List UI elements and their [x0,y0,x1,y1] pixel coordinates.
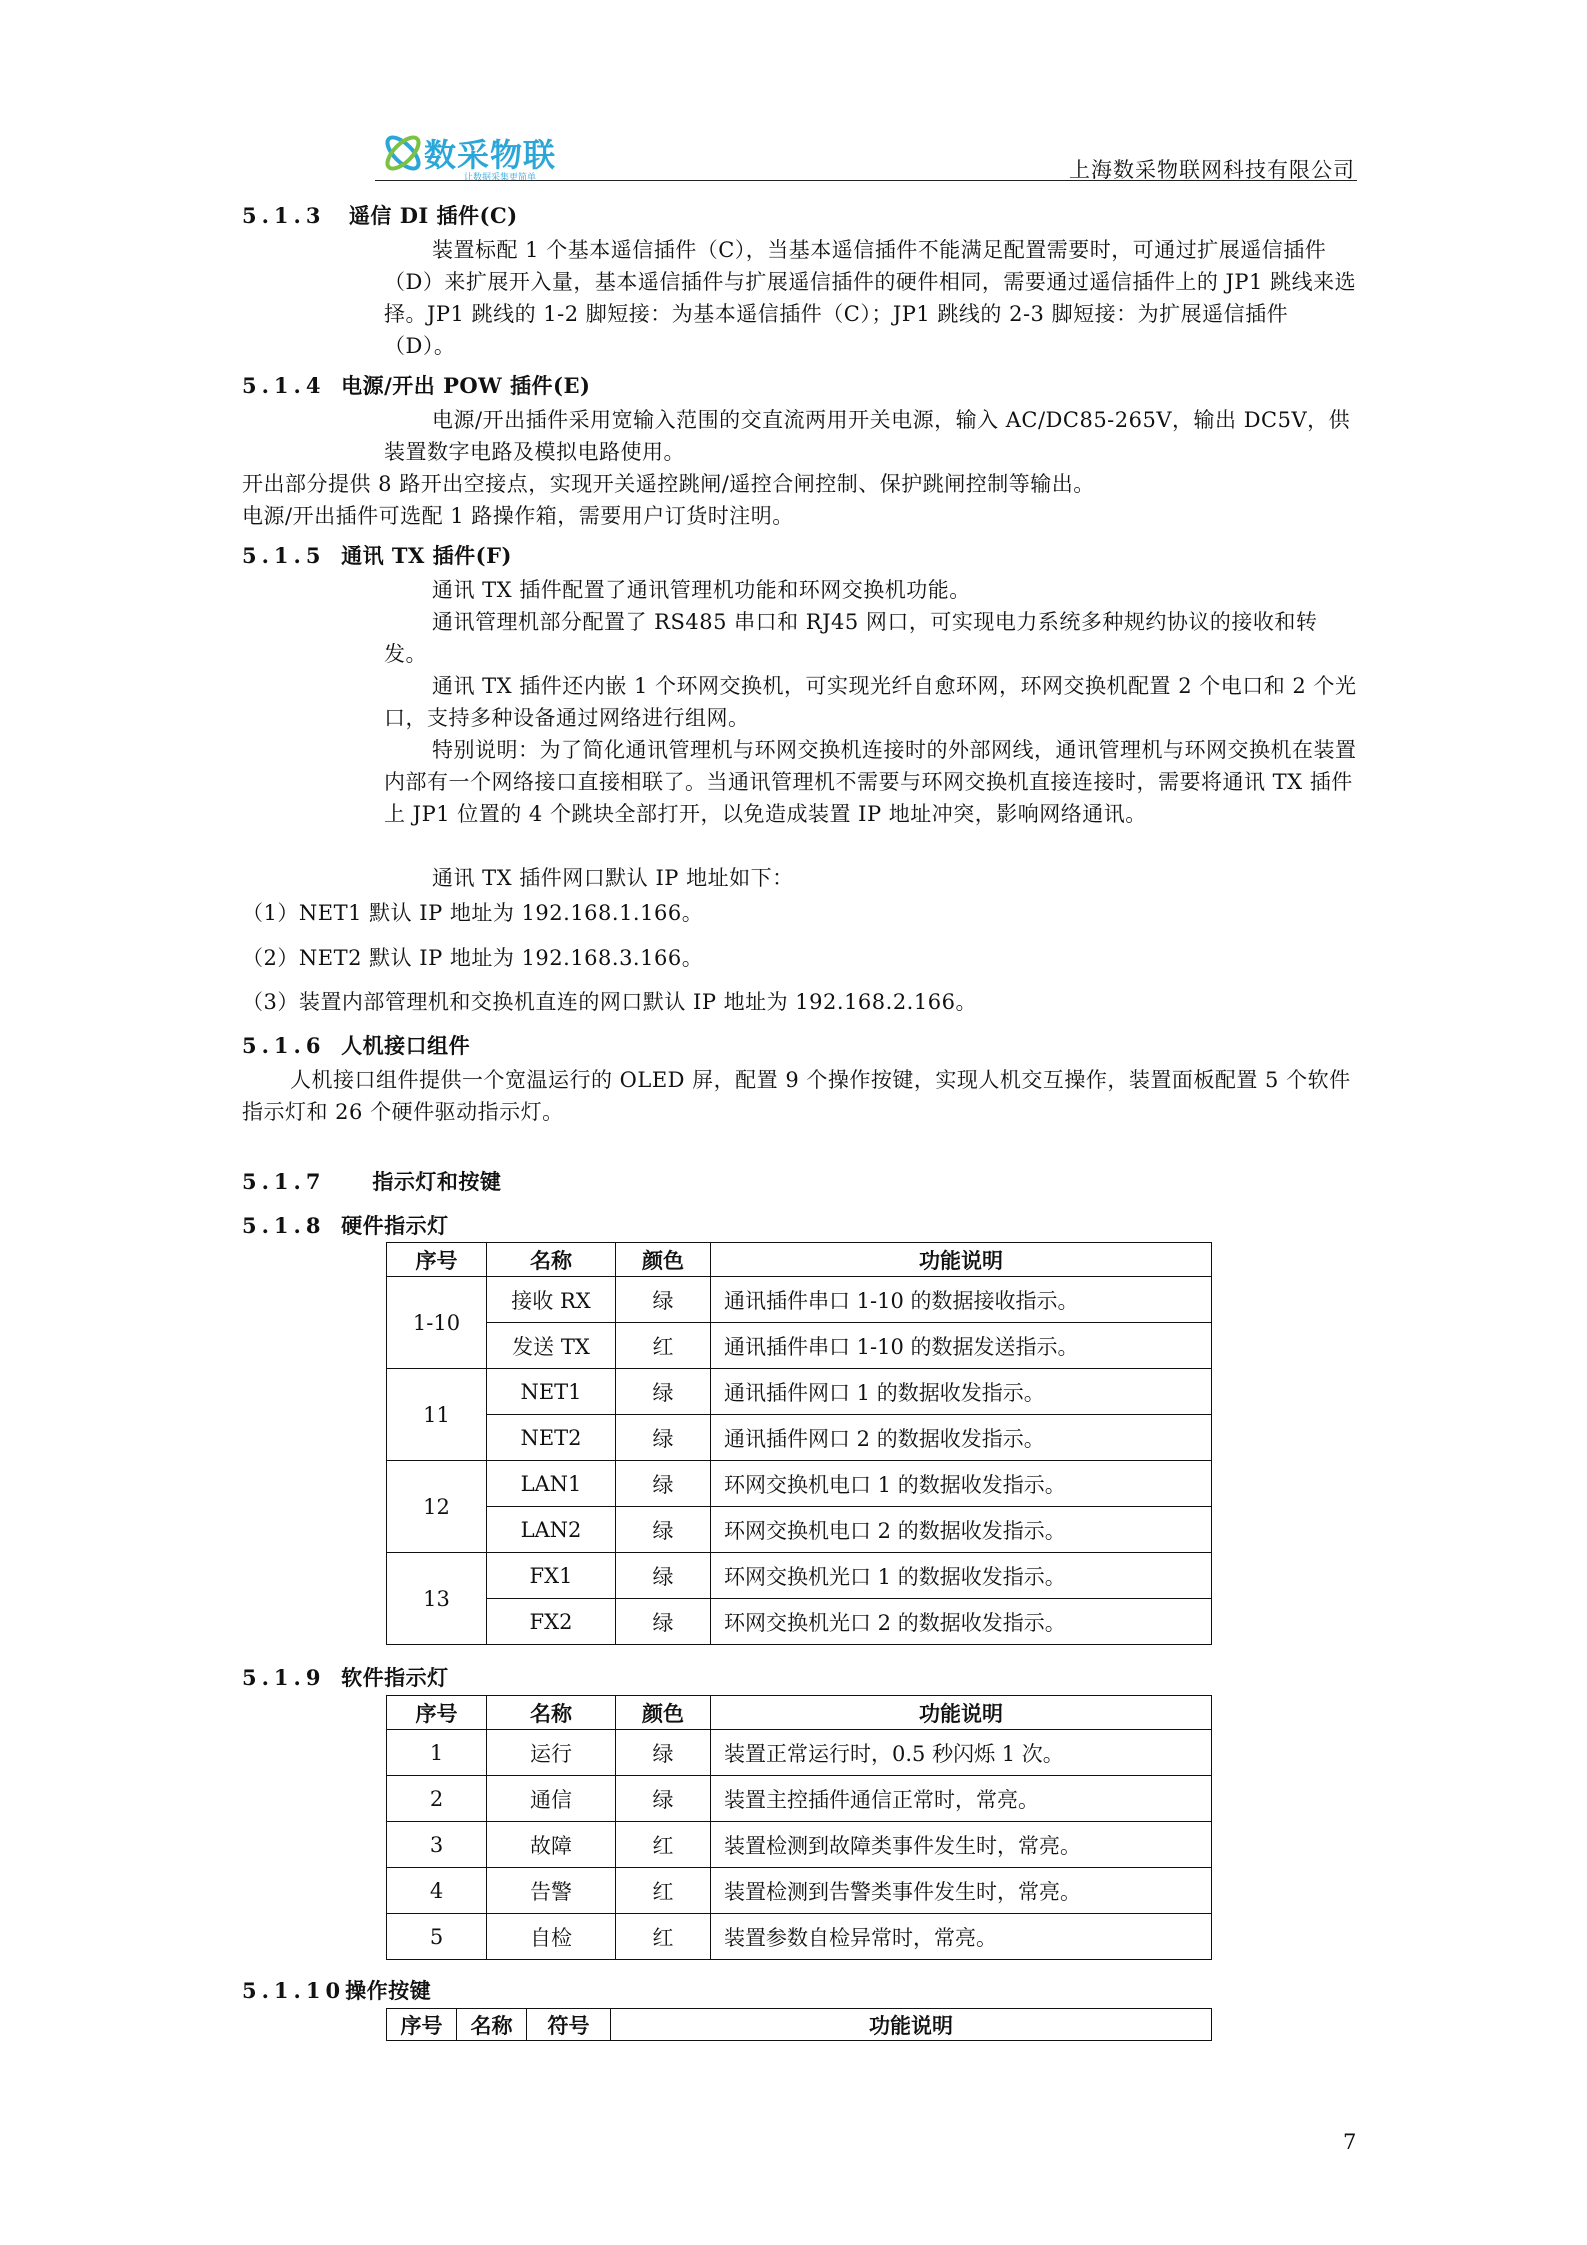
seq-cell: 11 [387,1369,487,1461]
table-header-cell: 功能说明 [711,1696,1212,1730]
desc-cell: 装置正常运行时，0.5 秒闪烁 1 次。 [711,1730,1212,1776]
section-title: 指示灯和按键 [372,1169,502,1194]
name-cell: NET2 [487,1415,616,1461]
color-cell: 绿 [616,1553,711,1599]
section-title: 软件指示灯 [341,1665,449,1690]
paragraph: 开出部分提供 8 路开出空接点，实现开关遥控跳闸/遥控合闸控制、保护跳闸控制等输出。 [242,472,1095,496]
table-row [387,1599,1212,1645]
section-number: 5.1.9 [242,1665,326,1690]
color-cell: 绿 [616,1730,711,1776]
logo-slogan: 让数据采集更简单 [464,173,537,183]
paragraph: 电源/开出插件采用宽输入范围的交直流两用开关电源，输入 AC/DC85-265V，输出 DC5V，供装置数字电路及模拟电路使用。 [384,408,1351,464]
color-cell: 绿 [616,1507,711,1553]
list-item: （2）NET2 默认 IP 地址为 192.168.3.166。 [242,946,704,970]
table-row [387,1868,1212,1914]
table-header-cell: 名称 [487,1696,616,1730]
hardware-indicator-table [386,1242,1212,1645]
seq-cell: 12 [387,1461,487,1553]
section-title: 通讯 TX 插件(F) [341,543,512,568]
table-header-cell: 颜色 [616,1696,711,1730]
seq-cell: 5 [387,1914,487,1960]
list-item: （1）NET1 默认 IP 地址为 192.168.1.166。 [242,901,704,925]
table-header-cell: 功能说明 [611,2009,1212,2041]
color-cell: 绿 [616,1776,711,1822]
seq-cell: 1 [387,1730,487,1776]
name-cell: 接收 RX [487,1277,616,1323]
color-cell: 红 [616,1914,711,1960]
software-indicator-table [386,1695,1212,1960]
table-row [387,1776,1212,1822]
section-heading-5-1-5 [242,540,512,570]
header-divider [375,180,1357,181]
table-row [387,1507,1212,1553]
section-number: 5.1.5 [242,543,326,568]
name-cell: FX1 [487,1553,616,1599]
paragraph: 电源/开出插件可选配 1 路操作箱，需要用户订货时注明。 [242,504,794,528]
table-row [387,1277,1212,1323]
table-row [387,1553,1212,1599]
table-header-row [387,2009,1212,2041]
desc-cell: 通讯插件串口 1-10 的数据接收指示。 [711,1277,1212,1323]
name-cell: 自检 [487,1914,616,1960]
name-cell: 运行 [487,1730,616,1776]
table-header-cell: 颜色 [616,1243,711,1277]
table-row [387,1415,1212,1461]
name-cell: FX2 [487,1599,616,1645]
table-row [387,1914,1212,1960]
name-cell: LAN1 [487,1461,616,1507]
table-row [387,1822,1212,1868]
color-cell: 红 [616,1323,711,1369]
desc-cell: 装置检测到告警类事件发生时，常亮。 [711,1868,1212,1914]
desc-cell: 环网交换机光口 1 的数据收发指示。 [711,1553,1212,1599]
desc-cell: 通讯插件网口 1 的数据收发指示。 [711,1369,1212,1415]
paragraph: 装置标配 1 个基本遥信插件（C），当基本遥信插件不能满足配置需要时，可通过扩展遥信插件（D）来扩展开入量，基本遥信插件与扩展遥信插件的硬件相同，需要通过遥信插件上的 JP1 跳线来选择。JP1 跳线的 1-2 脚短接：为基本遥信插件（C）；JP1 跳线的 2-3 脚短接：为扩展遥信插件（D）。 [384,238,1357,358]
section-heading-5-1-9 [242,1662,449,1692]
section-number: 5.1.6 [242,1033,326,1058]
color-cell: 绿 [616,1461,711,1507]
table-row [387,1323,1212,1369]
desc-cell: 环网交换机光口 2 的数据收发指示。 [711,1599,1212,1645]
section-heading-5-1-7 [242,1166,501,1196]
color-cell: 绿 [616,1369,711,1415]
section-number: 5.1.10 [242,1978,346,2003]
list-item: （3）装置内部管理机和交换机直连的网口默认 IP 地址为 192.168.2.166。 [242,990,977,1014]
table-header-cell: 名称 [487,1243,616,1277]
seq-cell: 2 [387,1776,487,1822]
logo-text: 数采物联 [424,136,557,174]
table-header-cell: 序号 [387,1696,487,1730]
section-number: 5.1.7 [242,1169,326,1194]
operation-key-table [386,2008,1212,2041]
name-cell: 发送 TX [487,1323,616,1369]
desc-cell: 环网交换机电口 2 的数据收发指示。 [711,1507,1212,1553]
desc-cell: 装置检测到故障类事件发生时，常亮。 [711,1822,1212,1868]
seq-cell: 4 [387,1868,487,1914]
table-header-cell: 序号 [387,2009,457,2041]
section-title: 遥信 DI 插件(C) [348,203,518,228]
paragraph: 通讯 TX 插件还内嵌 1 个环网交换机，可实现光纤自愈环网，环网交换机配置 2 个电口和 2 个光口，支持多种设备通过网络进行组网。 [384,674,1357,730]
table-row [387,1461,1212,1507]
section-number: 5.1.4 [242,373,326,398]
paragraph: 人机接口组件提供一个宽温运行的 OLED 屏，配置 9 个操作按键，实现人机交互操作，装置面板配置 5 个软件指示灯和 26 个硬件驱动指示灯。 [242,1068,1351,1124]
table-header-row [387,1696,1212,1730]
table-header-cell: 符号 [527,2009,611,2041]
name-cell: NET1 [487,1369,616,1415]
color-cell: 绿 [616,1277,711,1323]
page-number: 7 [1343,2130,1357,2154]
table-header-cell: 功能说明 [711,1243,1212,1277]
name-cell: 故障 [487,1822,616,1868]
desc-cell: 装置主控插件通信正常时，常亮。 [711,1776,1212,1822]
table-header-cell: 名称 [457,2009,527,2041]
section-heading-5-1-6 [242,1030,470,1060]
name-cell: 告警 [487,1868,616,1914]
company-logo [378,128,638,188]
section-heading-5-1-3 [242,200,518,230]
desc-cell: 环网交换机电口 1 的数据收发指示。 [711,1461,1212,1507]
section-title: 操作按键 [345,1978,432,2003]
seq-cell: 1-10 [387,1277,487,1369]
seq-cell: 3 [387,1822,487,1868]
company-name: 上海数采物联网科技有限公司 [1069,158,1355,182]
section-heading-5-1-10 [242,1975,431,2005]
section-title: 电源/开出 POW 插件(E) [341,373,591,398]
table-header-cell: 序号 [387,1243,487,1277]
table-row [387,1369,1212,1415]
section-heading-5-1-4 [242,370,590,400]
color-cell: 红 [616,1822,711,1868]
paragraph: 通讯管理机部分配置了 RS485 串口和 RJ45 网口，可实现电力系统多种规约协议的接收和转发。 [384,610,1318,666]
logo-mark-icon [378,128,428,178]
name-cell: LAN2 [487,1507,616,1553]
paragraph: 通讯 TX 插件网口默认 IP 地址如下： [432,866,794,890]
table-row [387,1730,1212,1776]
name-cell: 通信 [487,1776,616,1822]
seq-cell: 13 [387,1553,487,1645]
color-cell: 绿 [616,1599,711,1645]
paragraph: 特别说明：为了简化通讯管理机与环网交换机连接时的外部网线，通讯管理机与环网交换机在装置内部有一个网络接口直接相联了。当通讯管理机不需要与环网交换机直接连接时，需要将通讯 TX 插件上 JP1 位置的 4 个跳块全部打开，以免造成装置 IP 地址冲突，影响网络通讯。 [384,738,1357,826]
desc-cell: 通讯插件串口 1-10 的数据发送指示。 [711,1323,1212,1369]
color-cell: 红 [616,1868,711,1914]
section-number: 5.1.3 [242,203,326,228]
section-number: 5.1.8 [242,1213,326,1238]
desc-cell: 装置参数自检异常时，常亮。 [711,1914,1212,1960]
section-title: 人机接口组件 [341,1033,471,1058]
paragraph: 通讯 TX 插件配置了通讯管理机功能和环网交换机功能。 [432,578,971,602]
section-title: 硬件指示灯 [341,1213,449,1238]
section-heading-5-1-8 [242,1210,449,1240]
desc-cell: 通讯插件网口 2 的数据收发指示。 [711,1415,1212,1461]
table-header-row [387,1243,1212,1277]
color-cell: 绿 [616,1415,711,1461]
